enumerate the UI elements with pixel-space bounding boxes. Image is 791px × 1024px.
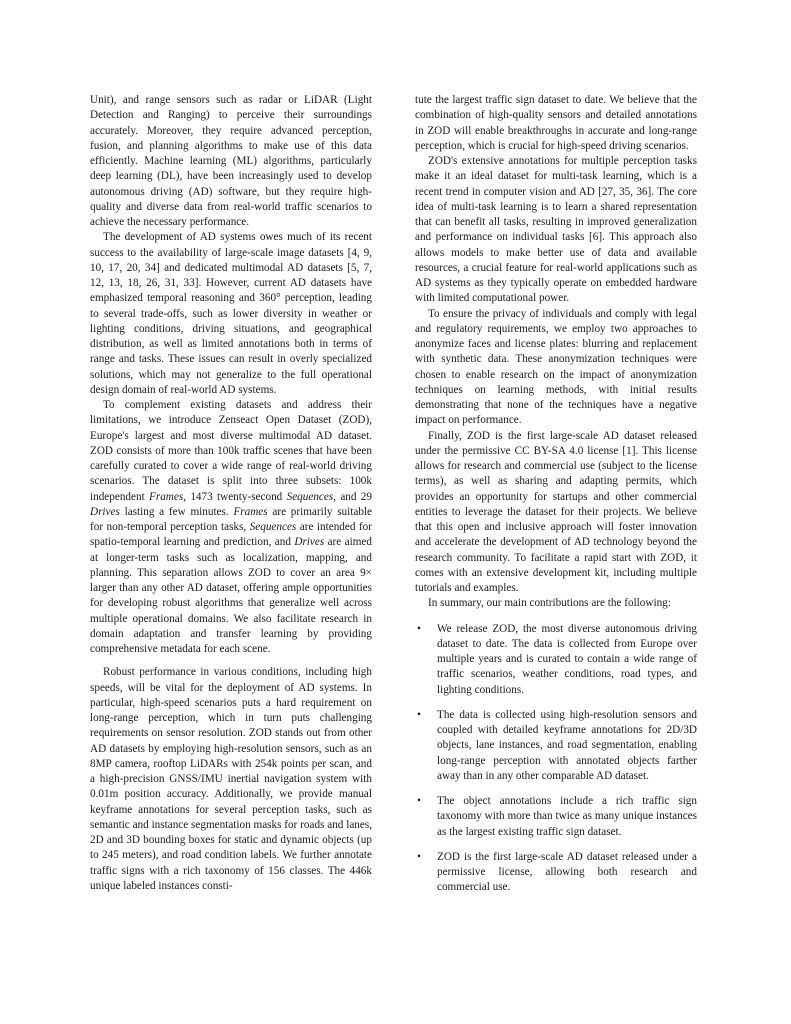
paragraph-robust-performance: Robust performance in various conditions, including high speeds, will be vital for the deployment of AD systems. In particular, high-speed scenarios puts a hard requirement on long-range perception, which in turn puts challenging requirements on sensor resolution. ZOD stands out from other AD datasets by employing high-resolution sensors, such as an 8MP camera, rooftop LiDARs with 254k points per scan, and a high-precision GNSS/IMU inertial navigation system with 0.01m position accuracy. Additionally, we provide manual keyframe annotations for several perception tasks, such as semantic and instance segmentation masks for roads and lanes, 2D and 3D bounding boxes for static and dynamic objects (up to 245 meters), and road condition labels. We further annotate traffic signs with a rich taxonomy of 156 classes. The 446k unique labeled instances consti- [90,666,372,892]
list-item-text: • The object annotations include a rich traffic sign taxonomy with more than twice as many unique instances as the largest existing traffic sign dataset. [437,795,697,838]
contributions-list [415,622,697,896]
text-fragment: To complement existing datasets and address their limitations, we introduce Zenseact Open Dataset (ZOD), Europe's largest and most diverse multimodal AD dataset. ZOD consists of more than 100k traffic scenes that have been carefully curated to cover a wide range of real-world driving scenarios. The dataset is split into three subsets: 100k independent [90,399,372,503]
list-item [415,708,697,784]
paragraph-summary: In summary, our main contributions are the following: [428,597,671,610]
right-column [415,93,697,906]
text-fragment: are intended for spatio-temporal learning and prediction, and [90,521,372,549]
term-frames: Frames [149,490,184,503]
term-drives: Drives [294,536,325,549]
list-item-text: • We release ZOD, the most diverse autonomous driving dataset to date. The data is collected from Europe over multiple years and is curated to contain a wide range of traffic scenarios, weather conditions, road types, and lighting conditions. [437,622,697,696]
text-fragment: are primarily suitable for non-temporal perception tasks, [90,505,372,533]
paragraph-sensors: Unit), and range sensors such as radar or LiDAR (Light Detection and Ranging) to perceive their surroundings accurately. Moreover, they require advanced perception, fusion, and planning algorithms to make use of this data efficiently. Machine learning (ML) algorithms, particularly deep learning (DL), have been increasingly used to develop autonomous driving (AD) software, but they require high-quality and diverse data from real-world traffic scenarios to achieve the necessary performance. [90,94,372,228]
list-item-text: • ZOD is the first large-scale AD dataset released under a permissive license, allowing both research and commercial use. [437,850,697,894]
list-item [415,622,697,698]
paragraph-zod-intro [90,398,372,657]
term-drives: Drives [90,505,120,518]
text-fragment: , and 29 [333,490,372,503]
text-fragment: , 1473 twenty-second [183,490,287,503]
paragraph-multi-task: ZOD's extensive annotations for multiple perception tasks make it an ideal dataset for multi-task learning, which is a recent trend in computer vision and AD [27, 35, 36]. The core idea of multi-task learning is to learn a shared representation that can benefit all tasks, resulting in improved generalization and performance on individual tasks [6]. This approach also allows models to make better use of data and available resources, a crucial feature for real-world applications such as AD systems as they typically operate on embedded hardware with limited computational power. [415,155,697,305]
term-sequences: Sequences [286,490,334,503]
paragraph-traffic-signs: tute the largest traffic sign dataset to date. We believe that the combination of high-quality sensors and detailed annotations in ZOD will enable breakthroughs in accurate and long-range perception, which is crucial for high-speed driving scenarios. [415,94,697,152]
list-item [415,850,697,896]
paragraph-license: Finally, ZOD is the first large-scale AD dataset released under the permissive CC BY-SA 4.0 license [1]. This license allows for research and commercial use (subject to the license terms), as well as sharing and adapting permits, which provides an opportunity for startups and other commercial entities to leverage the dataset for their projects. We believe that this open and inclusive approach will foster innovation and accelerate the development of AD technology beyond the research community. To facilitate a rapid start with ZOD, it comes with an extensive development kit, including multiple tutorials and examples. [415,429,697,594]
list-item-text: • The data is collected using high-resolution sensors and coupled with detailed keyframe annotations for 2D/3D objects, lane instances, and road segmentation, enabling long-range perception with annotated objects farther away than in any other comparable AD dataset. [437,708,697,782]
list-item [415,794,697,840]
paragraph-privacy: To ensure the privacy of individuals and comply with legal and regulatory requirements, we employ two approaches to anonymize faces and license plates: blurring and replacement with synthetic data. These anonymization techniques were chosen to enable research on the impact of anonymization techniques on learning methods, with initial results demonstrating that none of the techniques have a negative impact on performance. [415,307,697,427]
paragraph-ad-development: The development of AD systems owes much of its recent success to the availability of large-scale image datasets [4, 9, 10, 17, 20, 34] and dedicated multimodal AD datasets [5, 7, 12, 13, 18, 26, 31, 33]. However, current AD datasets have emphasized temporal reasoning and 360° perception, leading to several trade-offs, such as lower diversity in weather or lighting conditions, driving situations, and geographical distribution, as well as limited annotations both in terms of range and tasks. These issues can result in overly specialized solutions, which may not generalize to the full operational design domain of real-world AD systems. [90,231,372,396]
text-fragment: are aimed at longer-term tasks such as localization, mapping, and planning. This separation allows ZOD to cover an area 9× larger than any other AD dataset, offering ample opportunities for developing robust algorithms that generalize well across multiple operational domains. We also facilitate research in domain adaptation and transfer learning by providing comprehensive metadata for each scene. [90,536,372,655]
term-sequences: Sequences [249,521,297,533]
text-fragment: lasting a few minutes. [119,505,234,518]
term-frames: Frames [233,505,268,518]
left-column [90,93,372,894]
